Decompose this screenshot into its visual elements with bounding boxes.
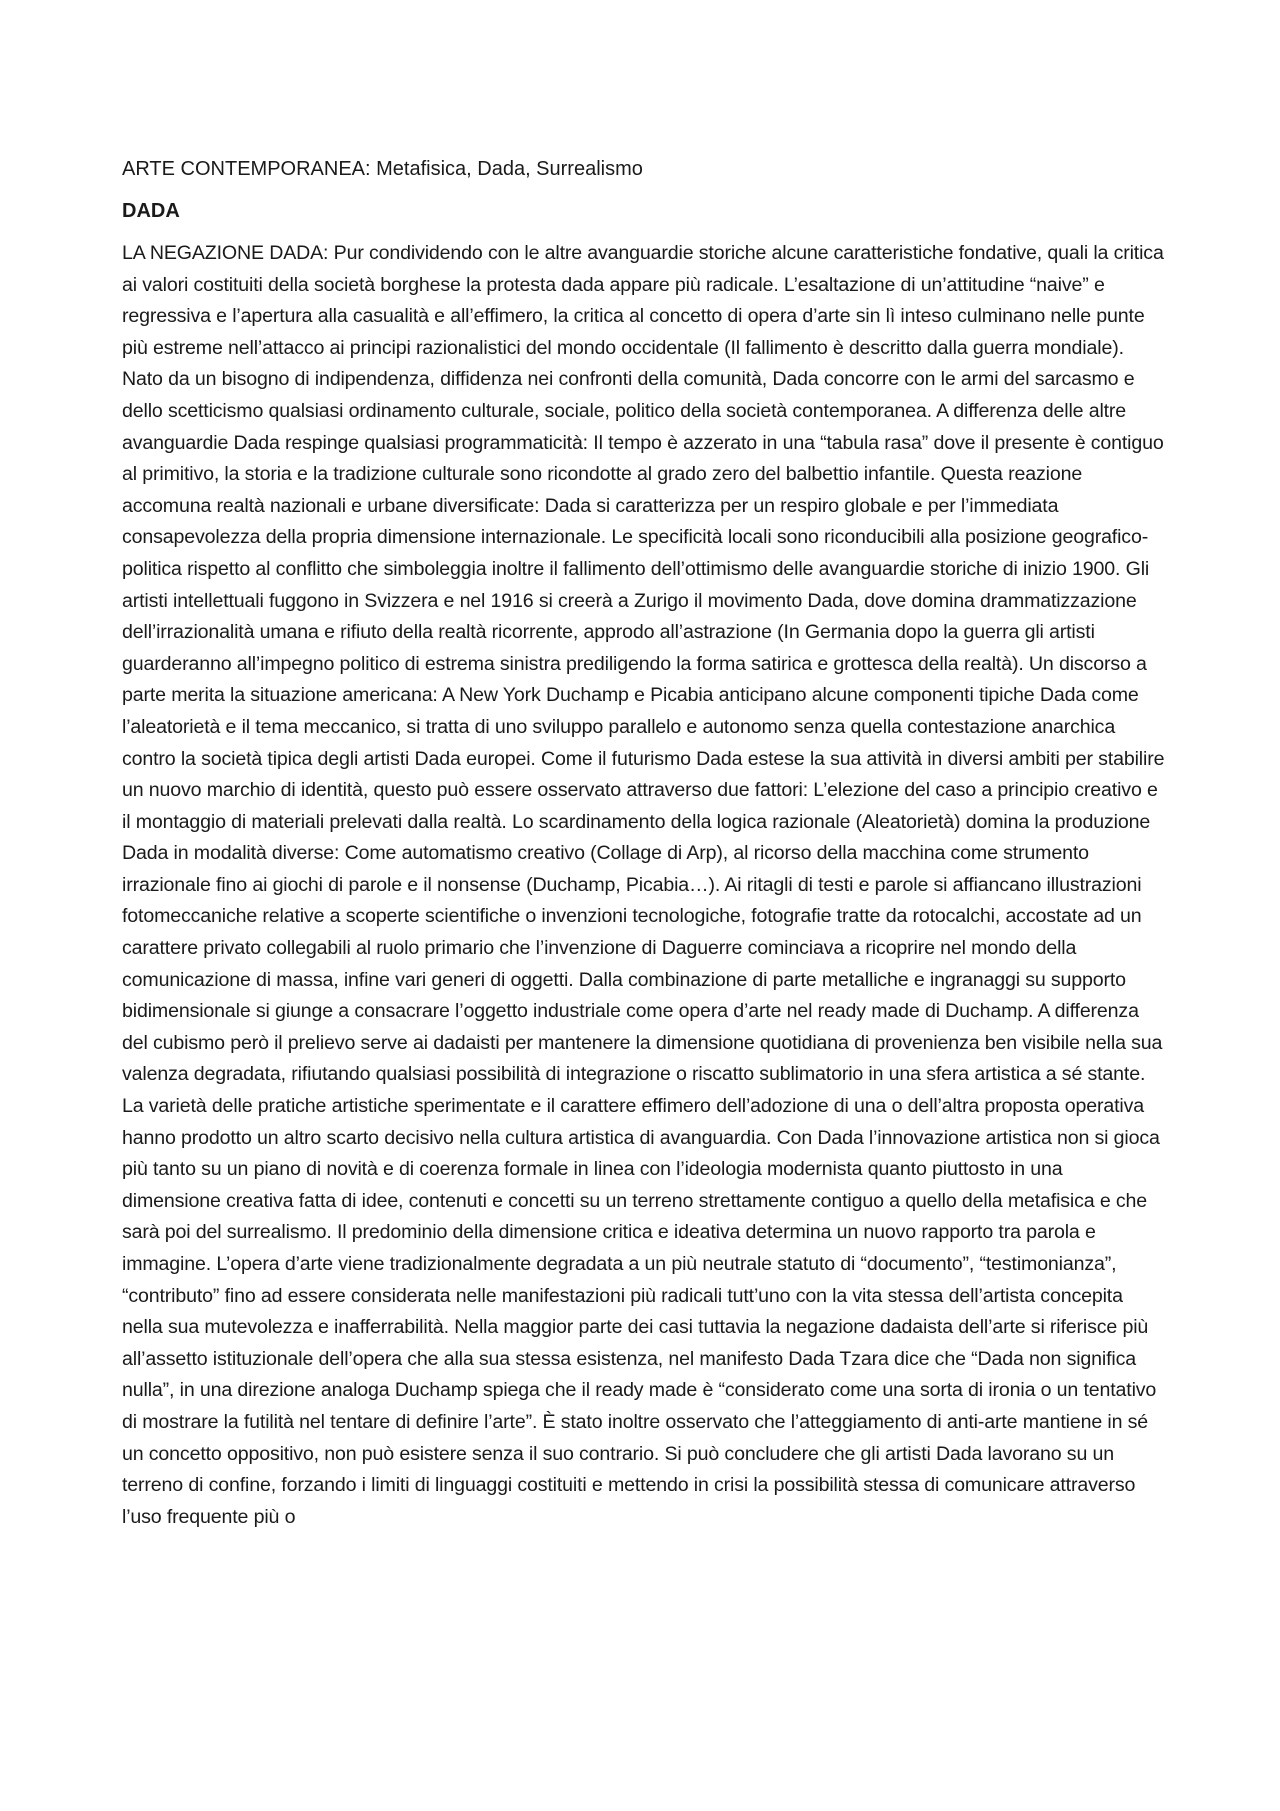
document-title: ARTE CONTEMPORANEA: Metafisica, Dada, Surrealismo [122, 158, 643, 180]
section-heading-dada: DADA [122, 200, 180, 222]
body-paragraph: LA NEGAZIONE DADA: Pur condividendo con le altre avanguardie storiche alcune caratteristiche fondative, quali la critica ai valori costituiti della società borghese la protesta dada appare più radicale. L’esaltazione di un’attitudine “naive” e regressiva e l’apertura alla casualità e all’effimero, la critica al concetto di opera d’arte sin lì inteso culminano nelle punte più estreme nell’attacco ai principi razionalistici del mondo occidentale (Il fallimento è descritto dalla guerra mondiale). Nato da un bisogno di indipendenza, diffidenza nei confronti della comunità, Dada concorre con le armi del sarcasmo e dello scetticismo qualsiasi ordinamento culturale, sociale, politico della società contemporanea. A differenza delle altre avanguardie Dada respinge qualsiasi programmaticità: Il tempo è azzerato in una “tabula rasa” dove il presente è contiguo al primitivo, la storia e la tradizione culturale sono ricondotte al grado zero del balbettio infantile. Questa reazione accomuna realtà nazionali e urbane diversificate: Dada si caratterizza per un respiro globale e per l’immediata consapevolezza della propria dimensione internazionale. Le specificità locali sono riconducibili alla posizione geografico-politica rispetto al conflitto che simboleggia inoltre il fallimento dell’ottimismo delle avanguardie storiche di inizio 1900. Gli artisti intellettuali fuggono in Svizzera e nel 1916 si creerà a Zurigo il movimento Dada, dove domina drammatizzazione dell’irrazionalità umana e rifiuto della realtà ricorrente, approdo all’astrazione (In Germania dopo la guerra gli artisti guarderanno all’impegno politico di estrema sinistra prediligendo la forma satirica e grottesca della realtà). Un discorso a parte merita la situazione americana: A New York Duchamp e Picabia anticipano alcune componenti tipiche Dada come l’aleatorietà e il tema meccanico, si tratta di uno sviluppo parallelo e autonomo senza quella contestazione anarchica contro la società tipica degli artisti Dada europei. Come il futurismo Dada estese la sua attività in diversi ambiti per stabilire un nuovo marchio di identità, questo può essere osservato attraverso due fattori: L’elezione del caso a principio creativo e il montaggio di materiali prelevati dalla realtà. Lo scardinamento della logica razionale (Aleatorietà) domina la produzione Dada in modalità diverse: Come automatismo creativo (Collage di Arp), al ricorso della macchina come strumento irrazionale fino ai giochi di parole e il nonsense (Duchamp, Picabia…). Ai ritagli di testi e parole si affiancano illustrazioni fotomeccaniche relative a scoperte scientifiche o invenzioni tecnologiche, fotografie tratte da rotocalchi, accostate ad un carattere privato collegabili al ruolo primario che l’invenzione di Daguerre cominciava a ricoprire nel mondo della comunicazione di massa, infine vari generi di oggetti. Dalla combinazione di parte metalliche e ingranaggi su supporto bidimensionale si giunge a consacrare l’oggetto industriale come opera d’arte nel ready made di Duchamp. A differenza del cubismo però il prelievo serve ai dadaisti per mantenere la dimensione quotidiana di provenienza ben visibile nella sua valenza degradata, rifiutando qualsiasi possibilità di integrazione o riscatto sublimatorio in una sfera artistica a sé stante. La varietà delle pratiche artistiche sperimentate e il carattere effimero dell’adozione di una o dell’altra proposta operativa hanno prodotto un altro scarto decisivo nella cultura artistica di avanguardia. Con Dada l’innovazione artistica non si gioca più tanto su un piano di novità e di coerenza formale in linea con l’ideologia modernista quanto piuttosto in una dimensione creativa fatta di idee, contenuti e concetti su un terreno strettamente contiguo a quello della metafisica e che sarà poi del surrealismo. Il predominio della dimensione critica e ideativa determina un nuovo rapporto tra parola e immagine. L’opera d’arte viene tradizionalmente degradata a un più neutrale statuto di “documento”, “testimonianza”, “contributo” fino ad essere considerata nelle manifestazioni più radicali tutt’uno con la vita stessa dell’artista concepita nella sua mutevolezza e inafferrabilità. Nella maggior parte dei casi tuttavia la negazione dadaista dell’arte si riferisce più all’assetto istituzionale dell’opera che alla sua stessa esistenza, nel manifesto Dada Tzara dice che “Dada non significa nulla”, in una direzione analoga Duchamp spiega che il ready made è “considerato come una sorta di ironia o un tentativo di mostrare la futilità nel tentare di definire l’arte”. È stato inoltre osservato che l’atteggiamento di anti-arte mantiene in sé un concetto oppositivo, non può esistere senza il suo contrario. Si può concludere che gli artisti Dada lavorano su un terreno di confine, forzando i limiti di linguaggi costituiti e mettendo in crisi la possibilità stessa di comunicare attraverso l’uso frequente più o [122, 242, 1165, 1528]
document-content [122, 154, 1166, 1533]
